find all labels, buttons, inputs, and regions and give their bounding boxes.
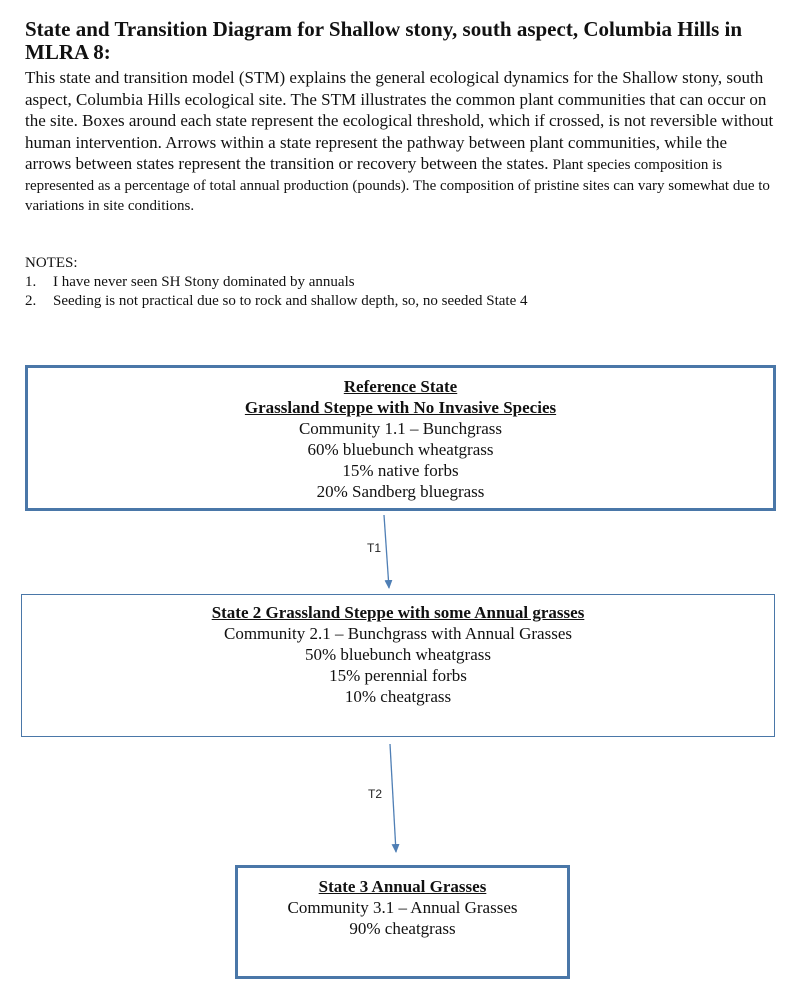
- community-name: Community 3.1 – Annual Grasses: [287, 898, 518, 917]
- species-line: 20% Sandberg bluegrass: [316, 482, 485, 501]
- community-name: Community 2.1 – Bunchgrass with Annual Grasses: [223, 624, 572, 643]
- state-heading: Reference State: [343, 377, 458, 396]
- species-line: 10% cheatgrass: [344, 687, 452, 706]
- transition-arrow-t2: [390, 744, 396, 852]
- state-heading: State 2 Grassland Steppe with some Annual grasses: [211, 603, 585, 622]
- note-number: 2.: [25, 293, 37, 309]
- species-line: 90% cheatgrass: [349, 919, 456, 938]
- page-title: State and Transition Diagram for Shallow stony, south aspect, Columbia Hills in MLRA 8:: [25, 17, 743, 64]
- state-subheading: Grassland Steppe with No Invasive Species: [244, 398, 557, 417]
- state-box-3: [235, 865, 570, 979]
- state-box-2: [21, 594, 775, 737]
- species-line: 60% bluebunch wheatgrass: [307, 440, 494, 459]
- species-line: 50% bluebunch wheatgrass: [304, 645, 491, 664]
- species-line: 15% native forbs: [342, 461, 459, 480]
- state-heading: State 3 Annual Grasses: [318, 877, 487, 896]
- species-line: 15% perennial forbs: [329, 666, 467, 685]
- notes-heading: NOTES:: [25, 255, 78, 271]
- note-text: I have never seen SH Stony dominated by annuals: [53, 274, 355, 290]
- transition-label-t1: T1: [367, 541, 382, 555]
- note-number: 1.: [25, 274, 37, 290]
- intro-text-small: Plant species composition is represented as a percentage of total annual production (pounds). The composition of pristine sites can vary somewhat due to variations in site conditions.: [25, 157, 770, 214]
- transition-label-t2: T2: [368, 787, 383, 801]
- state-box-reference: [25, 365, 776, 511]
- transition-arrow-t1: [384, 515, 389, 588]
- community-name: Community 1.1 – Bunchgrass: [298, 419, 503, 438]
- intro-text: This state and transition model (STM) explains the general ecological dynamics for the Shallow stony, south aspect, Columbia Hills ecological site. The STM illustrates the common plant communities that can occur on the site. Boxes around each state represent the ecological threshold, which if crossed, is not reversible without human intervention. Arrows within a state represent the pathway between plant communities, while the arrows between states represent the transition or recovery between the states.: [25, 68, 774, 173]
- note-text: Seeding is not practical due so to rock and shallow depth, so, no seeded State 4: [53, 293, 528, 309]
